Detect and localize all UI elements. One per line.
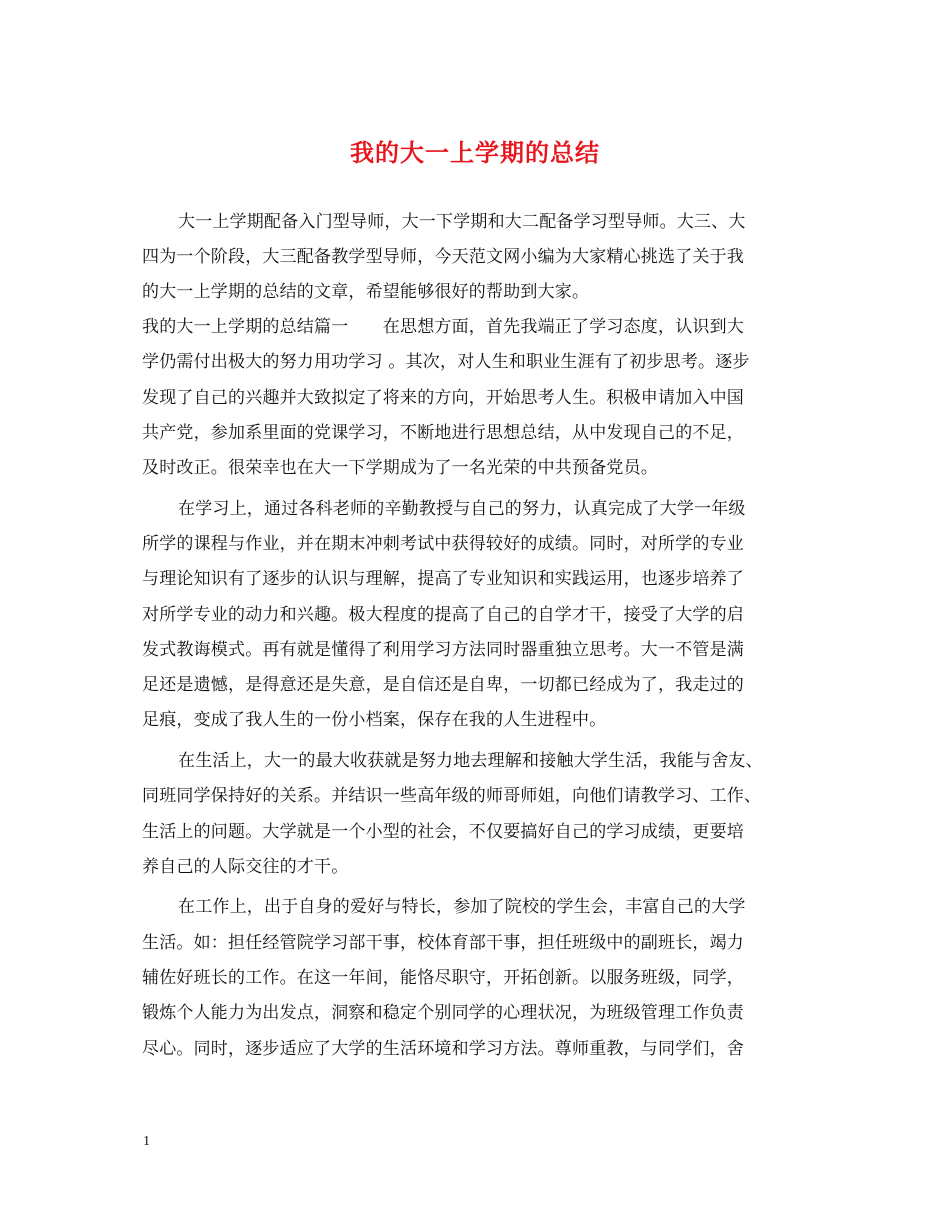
text-line: 与理论知识有了逐步的认识与理解，提高了专业知识和实践运用，也逐步培养了 — [142, 569, 744, 589]
text-line: 我的大一上学期的总结篇一 在思想方面，首先我端正了学习态度，认识到大 — [142, 317, 744, 337]
text-line: 辅佐好班长的工作。在这一年间，能恪尽职守，开拓创新。以服务班级，同学， — [142, 968, 744, 988]
text-line: 在工作上，出于自身的爱好与特长，参加了院校的学生会，丰富自己的大学 — [178, 897, 746, 917]
text-line: 足痕，变成了我人生的一份小档案，保存在我的人生进程中。 — [142, 710, 607, 730]
text-line: 尽心。同时，逐步适应了大学的生活环境和学习方法。尊师重教，与同学们，舍 — [142, 1039, 744, 1059]
text-line: 锻炼个人能力为出发点，洞察和稳定个别同学的心理状况，为班级管理工作负责 — [142, 1003, 744, 1023]
text-line: 的大一上学期的总结的文章，希望能够很好的帮助到大家。 — [142, 282, 590, 302]
text-line: 发式教诲模式。再有就是懂得了利用学习方法同时器重独立思考。大一不管是满 — [142, 640, 744, 660]
text-line: 养自己的人际交往的才干。 — [142, 857, 349, 877]
text-line: 生活上的问题。大学就是一个小型的社会，不仅要搞好自己的学习成绩，更要培 — [142, 822, 744, 842]
text-line: 在学习上，通过各科老师的辛勤教授与自己的努力，认真完成了大学一年级 — [178, 499, 746, 519]
text-line: 足还是遗憾，是得意还是失意，是自信还是自卑，一切都已经成为了，我走过的 — [142, 675, 744, 695]
text-line: 生活。如：担任经管院学习部干事，校体育部干事，担任班级中的副班长，竭力 — [142, 933, 744, 953]
text-line: 所学的课程与作业，并在期末冲刺考试中获得较好的成绩。同时，对所学的专业 — [142, 534, 744, 554]
text-line: 学仍需付出极大的努力用功学习 。其次，对人生和职业生涯有了初步思考。逐步 — [142, 352, 750, 372]
document-title: 我的大一上学期的总结 — [350, 138, 600, 167]
text-line: 大一上学期配备入门型导师，大一下学期和大二配备学习型导师。大三、大 — [178, 212, 746, 232]
text-line: 共产党，参加系里面的党课学习，不断地进行思想总结，从中发现自己的不足， — [142, 423, 744, 443]
text-line: 四为一个阶段，大三配备教学型导师，今天范文网小编为大家精心挑选了关于我 — [142, 247, 744, 267]
text-line: 及时改正。很荣幸也在大一下学期成为了一名光荣的中共预备党员。 — [142, 458, 658, 478]
text-line: 在生活上，大一的最大收获就是努力地去理解和接触大学生活，我能与舍友、 — [178, 751, 763, 771]
text-line: 对所学专业的动力和兴趣。极大程度的提高了自己的自学才干，接受了大学的启 — [142, 605, 744, 625]
text-line: 发现了自己的兴趣并大致拟定了将来的方向，开始思考人生。积极申请加入中国 — [142, 388, 744, 408]
page-number: 1 — [143, 1134, 150, 1149]
text-line: 同班同学保持好的关系。并结识一些高年级的师哥师姐，向他们请教学习、工作、 — [142, 786, 762, 806]
